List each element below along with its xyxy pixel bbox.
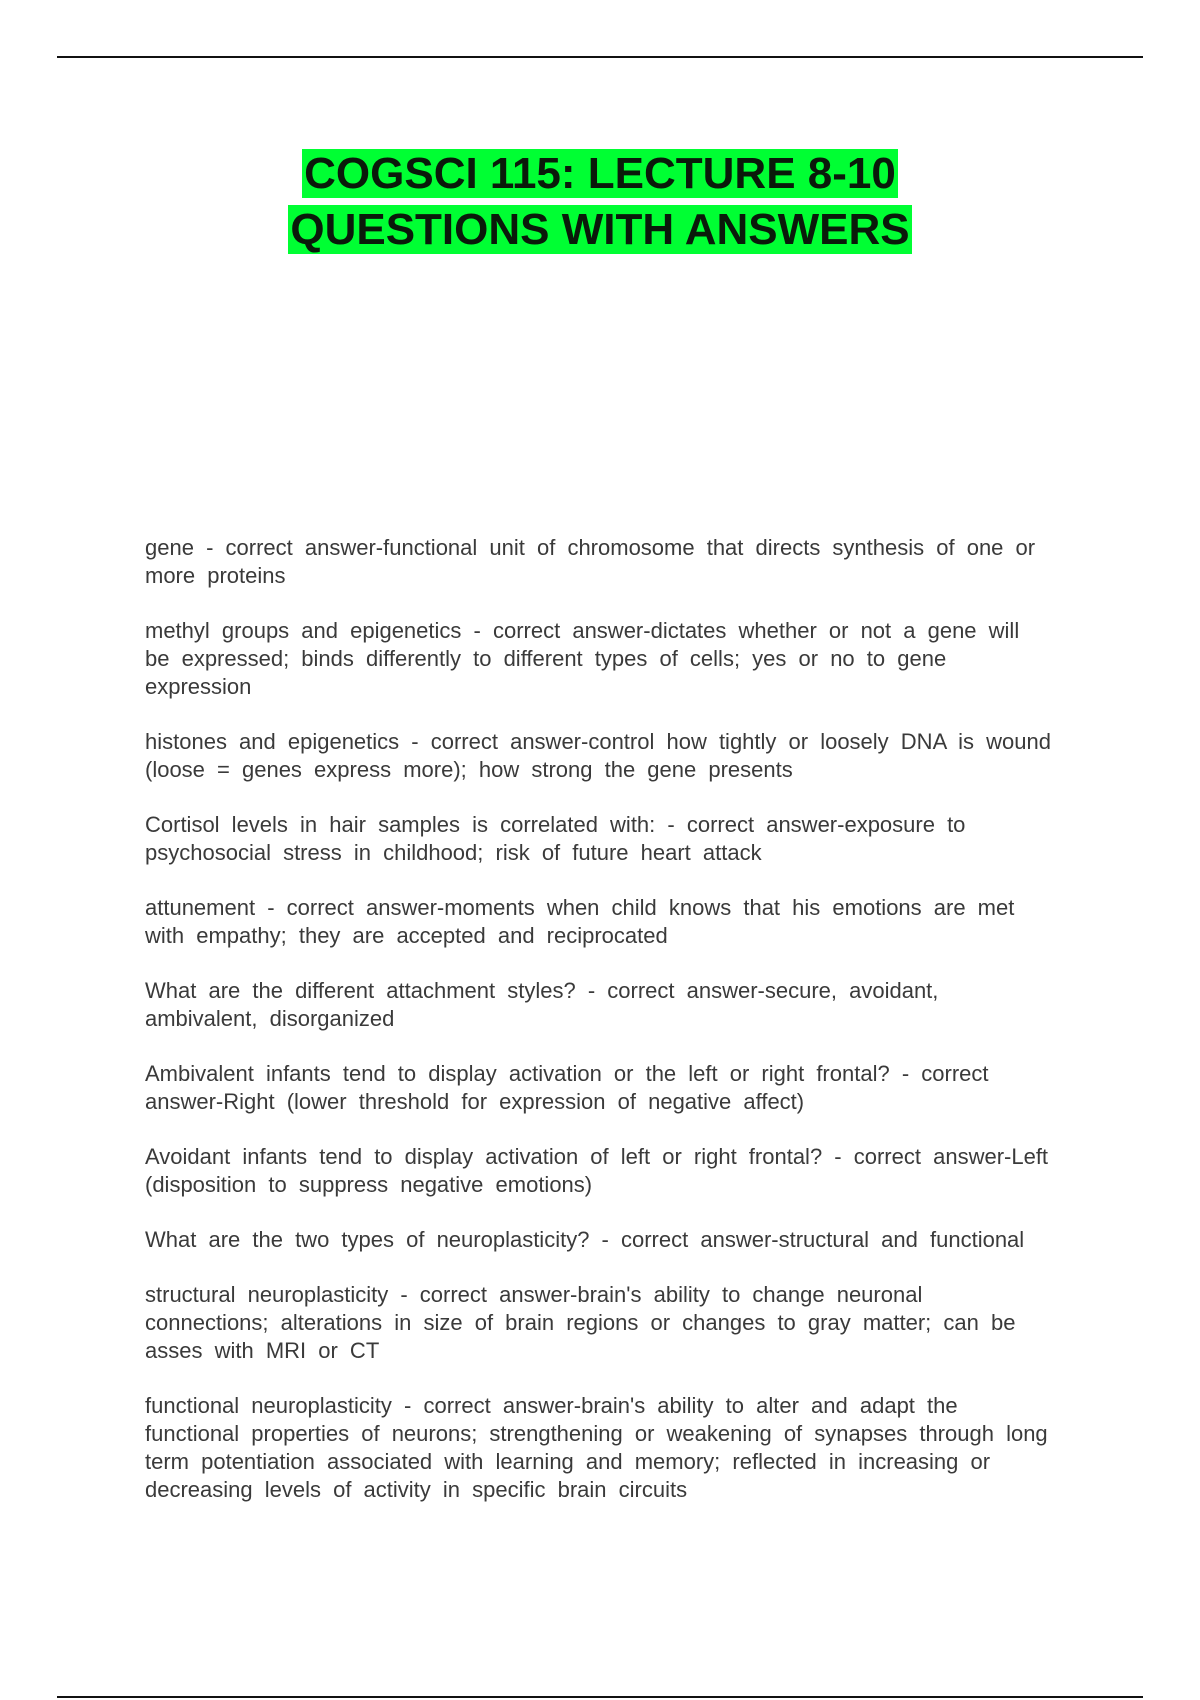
answer-text: Right (lower threshold for expression of negative affect) bbox=[223, 1089, 805, 1114]
answer-text: exposure to psychosocial stress in childhood; risk of future heart attack bbox=[145, 812, 966, 865]
qa-item-neuroplasticity-types bbox=[145, 1226, 1055, 1254]
answer-prefix: correct answer- bbox=[423, 1393, 582, 1418]
separator: - bbox=[589, 1227, 621, 1252]
separator: - bbox=[575, 978, 608, 1003]
answer-prefix: correct answer- bbox=[686, 812, 845, 837]
bottom-rule bbox=[57, 1696, 1143, 1698]
separator: - bbox=[822, 1144, 854, 1169]
qa-item-methyl-groups bbox=[145, 617, 1055, 701]
question-text: methyl groups and epigenetics bbox=[145, 618, 462, 643]
answer-text: Left (disposition to suppress negative emotions) bbox=[145, 1144, 1049, 1197]
answer-text: dictates whether or not a gene will be expressed; binds differently to different types of cells; yes or no to gene expression bbox=[145, 618, 1020, 699]
separator: - bbox=[889, 1061, 922, 1086]
qa-item-gene bbox=[145, 534, 1055, 590]
qa-item-avoidant-infants bbox=[145, 1143, 1055, 1199]
answer-prefix: correct answer- bbox=[607, 978, 765, 1003]
top-rule bbox=[57, 56, 1143, 58]
qa-item-histones bbox=[145, 728, 1055, 784]
answer-text: moments when child knows that his emotions are met with empathy; they are accepted and reciprocated bbox=[145, 895, 1015, 948]
answer-prefix: correct answer- bbox=[492, 618, 651, 643]
page-title bbox=[0, 146, 1200, 258]
question-text: Ambivalent infants tend to display activation or the left or right frontal? bbox=[145, 1061, 890, 1086]
question-text: functional neuroplasticity bbox=[145, 1393, 392, 1418]
separator: - bbox=[255, 895, 287, 920]
question-text: Cortisol levels in hair samples is correlated with: bbox=[145, 812, 656, 837]
answer-text: functional unit of chromosome that directs synthesis of one or more proteins bbox=[145, 535, 1036, 588]
separator: - bbox=[193, 535, 226, 560]
qa-item-ambivalent-infants bbox=[145, 1060, 1055, 1116]
separator: - bbox=[391, 1393, 424, 1418]
answer-prefix: correct answer- bbox=[430, 729, 589, 754]
separator: - bbox=[388, 1282, 420, 1307]
question-text: Avoidant infants tend to display activation of left or right frontal? bbox=[145, 1144, 823, 1169]
answer-text: brain's ability to alter and adapt the functional properties of neurons; strengthening or weakening of synapses through long term potentiation associated with learning and memory; reflected in increasing or decreasing levels of activity in specific brain circuits bbox=[145, 1393, 1048, 1502]
question-text: histones and epigenetics bbox=[145, 729, 400, 754]
answer-text: brain's ability to change neuronal connections; alterations in size of brain regions or changes to gray matter; can be asses with MRI or CT bbox=[145, 1282, 1016, 1363]
question-text: structural neuroplasticity bbox=[145, 1282, 389, 1307]
title-line-1: COGSCI 115: LECTURE 8-10 bbox=[304, 149, 896, 198]
answer-text: structural and functional bbox=[778, 1227, 1025, 1252]
answer-prefix: correct answer- bbox=[286, 895, 445, 920]
qa-item-functional-neuroplasticity bbox=[145, 1392, 1055, 1504]
question-text: What are the different attachment styles? bbox=[145, 978, 576, 1003]
qa-item-attachment-styles bbox=[145, 977, 1055, 1033]
answer-prefix: correct answer- bbox=[853, 1144, 1012, 1169]
answer-text: secure, avoidant, ambivalent, disorganized bbox=[145, 978, 939, 1031]
qa-item-attunement bbox=[145, 894, 1055, 950]
question-text: What are the two types of neuroplasticity? bbox=[145, 1227, 590, 1252]
answer-prefix: correct answer- bbox=[419, 1282, 578, 1307]
question-text: gene bbox=[145, 535, 194, 560]
answer-text: control how tightly or loosely DNA is wound (loose = genes express more); how strong the gene presents bbox=[145, 729, 1051, 782]
qa-item-structural-neuroplasticity bbox=[145, 1281, 1055, 1365]
answer-prefix: correct answer- bbox=[145, 1061, 989, 1114]
separator: - bbox=[655, 812, 687, 837]
answer-prefix: correct answer- bbox=[225, 535, 384, 560]
qa-item-cortisol bbox=[145, 811, 1055, 867]
title-line-2: QUESTIONS WITH ANSWERS bbox=[290, 205, 910, 254]
separator: - bbox=[399, 729, 431, 754]
question-text: attunement bbox=[145, 895, 256, 920]
qa-list bbox=[145, 534, 1055, 1531]
separator: - bbox=[461, 618, 493, 643]
answer-prefix: correct answer- bbox=[621, 1227, 779, 1252]
